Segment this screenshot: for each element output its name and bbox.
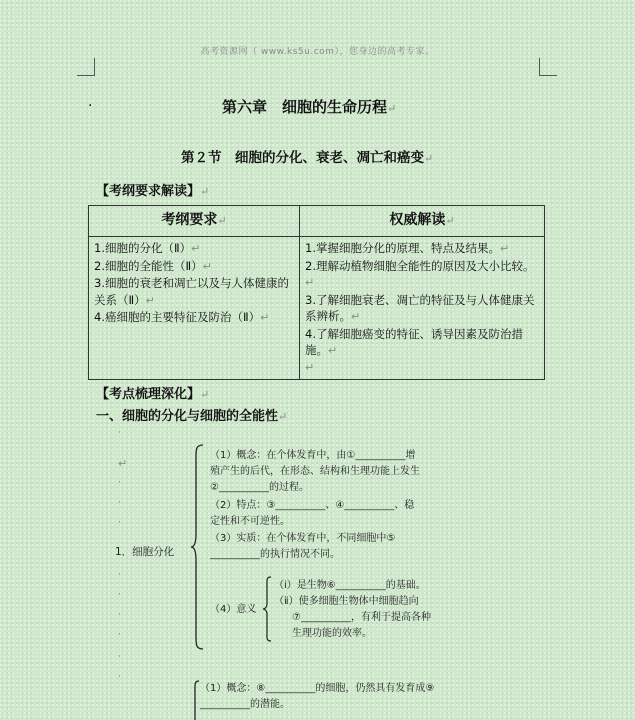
paragraph-mark: · — [118, 590, 121, 600]
paragraph-mark: · — [118, 672, 121, 682]
brace-lower — [190, 680, 200, 720]
table-cell-interpretation: 1.掌握细胞分化的原理、特点及结果。↵ 2.理解动植物细胞全能性的原因及大小比较。↵ 3.了解细胞衰老、凋亡的特征及与人体健康关系辨析。↵ 4.了解细胞癌变的特征、诱导因素及防治措施。↵ ↵ — [300, 237, 545, 380]
list-item: 3.了解细胞衰老、凋亡的特征及与人体健康关系辨析。↵ — [305, 292, 535, 323]
paragraph-mark: · — [118, 570, 121, 580]
totipotency-concept: （1）概念：⑧__________的细胞，仍然具有发育成⑨ __________的潜能。 — [200, 683, 435, 710]
differentiation-meaning: （ⅰ）是生物⑥__________的基础。 （ⅱ）使多细胞生物体中细胞趋向 ⑦__________，有利于提高各种 生理功能的效率。 — [274, 580, 431, 639]
paragraph-mark: · — [118, 428, 121, 438]
paragraph-mark: · — [118, 518, 121, 528]
list-item: 4.了解细胞癌变的特征、诱导因素及防治措施。↵ — [305, 326, 523, 357]
cell-differentiation-label: 1．细胞分化 — [115, 546, 175, 558]
sub-heading: 一、细胞的分化与细胞的全能性↵ — [96, 409, 288, 424]
list-item: 2.细胞的全能性（Ⅱ）↵ — [94, 258, 212, 273]
table-cell-requirements — [89, 237, 300, 380]
list-item: 2.理解动植物细胞全能性的原因及大小比较。↵ — [305, 258, 535, 289]
differentiation-features: （2）特点：③__________、④__________、稳 定性和不可逆性。 — [210, 500, 415, 527]
crop-mark-top-left — [77, 58, 95, 76]
list-item: 4.癌细胞的主要特征及防治（Ⅱ）↵ — [94, 310, 270, 324]
header-note: 高考资源网（ www.ks5u.com），您身边的高考专家。 — [200, 47, 435, 57]
requirements-table — [88, 205, 545, 380]
outline-heading: 【考纲要求解读】↵ — [96, 184, 210, 199]
differentiation-concept: （1）概念：在个体发育中，由①__________增 殖产生的后代，在形态、结构和生理功能上发生 ②__________的过程。 — [210, 450, 420, 493]
bullet-dot: · — [88, 98, 93, 114]
chapter-title: 第六章 细胞的生命历程↵ — [222, 98, 397, 116]
differentiation-essence: （3）实质：在个体发育中，不同细胞中⑤ __________的执行情况不同。 — [210, 533, 396, 560]
list-item: 1.掌握细胞分化的原理、特点及结果。↵ — [305, 241, 510, 255]
deepen-heading: 【考点梳理深化】↵ — [96, 387, 210, 402]
brace-large — [190, 444, 204, 650]
paragraph-mark: · — [118, 630, 121, 640]
brace-small — [262, 576, 272, 642]
list-item: 3.细胞的衰老和凋亡以及与人体健康的关系（Ⅱ）↵ — [94, 276, 289, 307]
paragraph-mark: · — [118, 498, 121, 508]
paragraph-mark: · — [118, 652, 121, 662]
list-item: 1.细胞的分化（Ⅱ）↵ — [94, 241, 201, 255]
paragraph-mark: · — [118, 478, 121, 488]
table-header-interpretation: 权威解读↵ — [300, 206, 545, 237]
differentiation-meaning-label: （4）意义 — [210, 604, 257, 615]
paragraph-mark: · — [118, 610, 121, 620]
section-title: 第２节 细胞的分化、衰老、凋亡和癌变↵ — [181, 150, 434, 166]
crop-mark-top-right — [539, 58, 557, 76]
table-header-requirements: 考纲要求↵ — [89, 206, 300, 237]
paragraph-mark: ↵ — [118, 457, 128, 470]
